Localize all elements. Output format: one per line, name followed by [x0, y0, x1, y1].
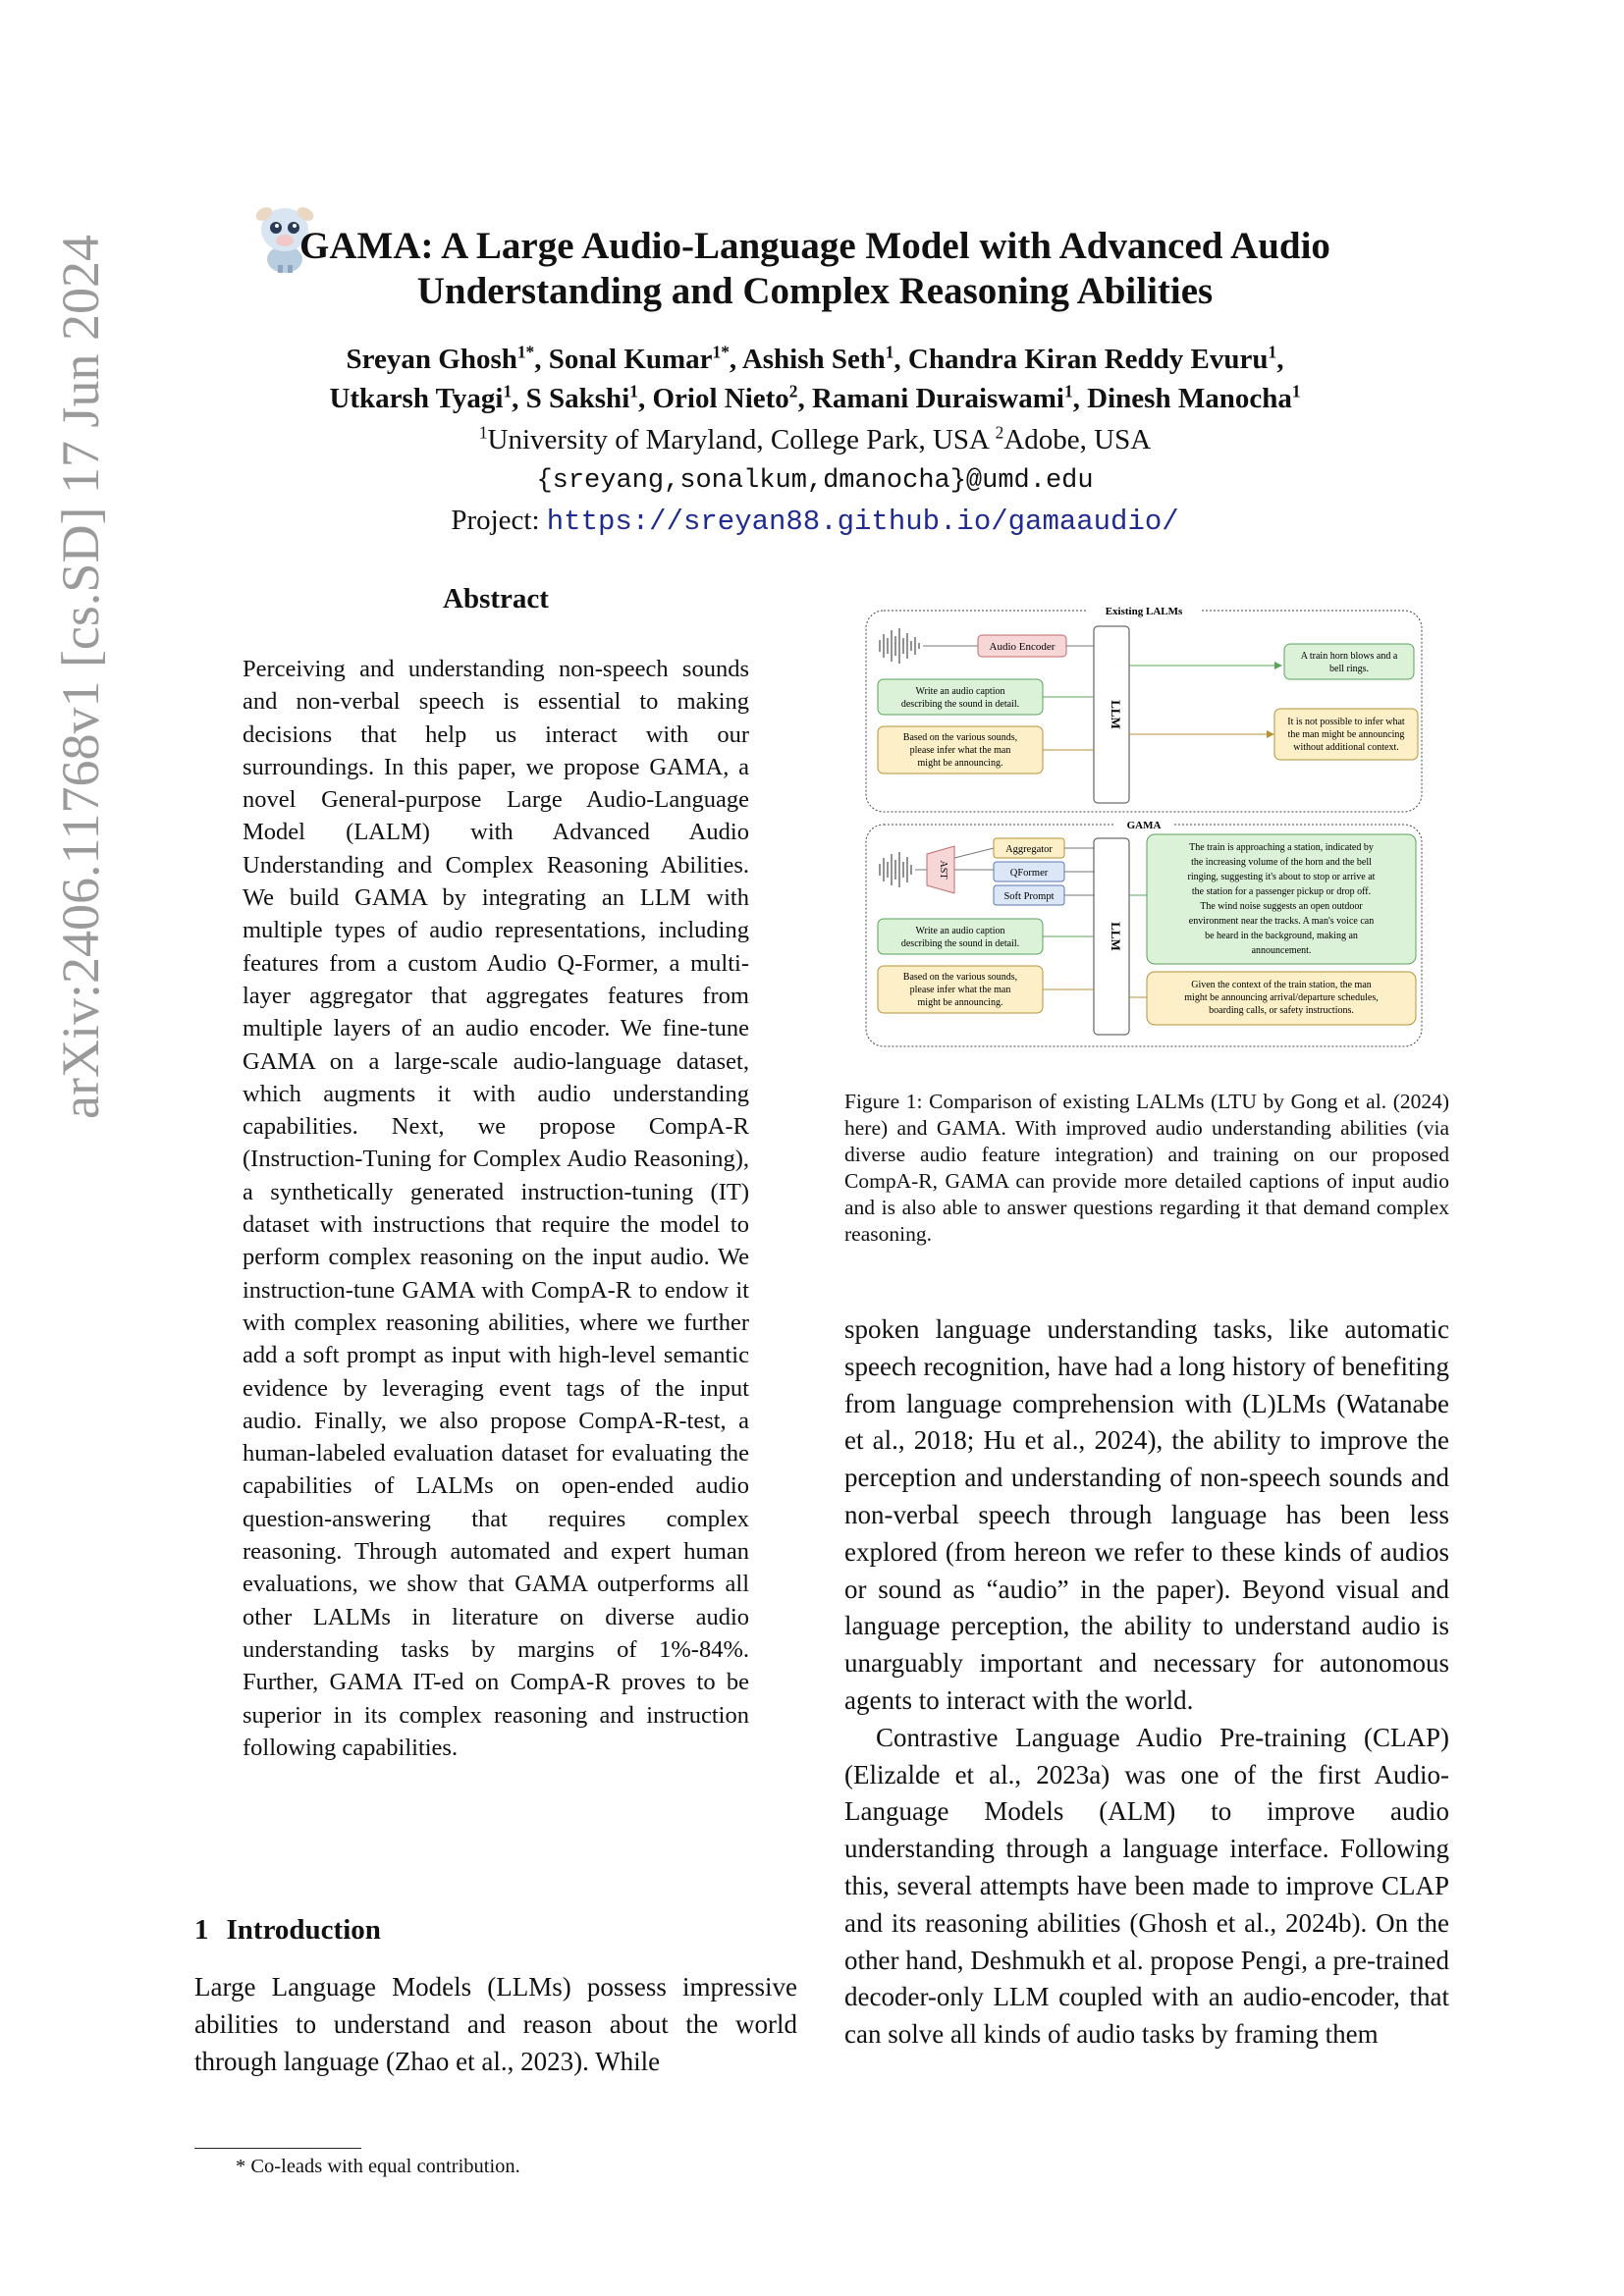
project-label: Project:	[451, 505, 547, 536]
author-name: Sreyan Ghosh	[346, 344, 517, 375]
author-affiliation-marker: 2	[788, 381, 798, 401]
output-text-line: ringing, suggesting it's about to stop or arrive at	[1187, 872, 1376, 882]
prompt-text: please infer what the man	[909, 985, 1011, 995]
author-emails: {sreyang,sonalkum,dmanocha}@umd.edu	[536, 466, 1094, 496]
output-text-line: might be announcing arrival/departure schedules,	[1184, 992, 1379, 1003]
author-affiliation-marker: 1	[1291, 381, 1301, 401]
intro-paragraph: Large Language Models (LLMs) possess impressive abilities to understand and reason about the world through language (Zhao et al., 2023). While	[194, 1972, 797, 2076]
figure-1-diagram	[862, 601, 1426, 1052]
author-name: Utkarsh Tyagi	[329, 383, 504, 414]
output-text-line: announcement.	[1251, 945, 1312, 956]
prompt-text: Write an audio caption	[915, 926, 1005, 936]
paper-title	[226, 224, 1404, 314]
prompt-text: describing the sound in detail.	[900, 699, 1020, 710]
author-separator: ,	[534, 344, 549, 375]
author-name: Chandra Kiran Reddy Evuru	[907, 344, 1269, 375]
affiliation-2-marker: 2	[995, 422, 1004, 443]
prompt-text: please infer what the man	[909, 745, 1011, 756]
right-column-text	[844, 1311, 1449, 2054]
affiliation-1: University of Maryland, College Park, USA	[487, 424, 996, 455]
author-affiliation-marker: 1*	[712, 342, 730, 362]
section-heading-introduction	[194, 1914, 381, 1947]
author-name: S Sakshi	[525, 383, 630, 414]
paragraph: spoken language understanding tasks, like automatic speech recognition, have had a long history of benefiting from language comprehension with (L)LMs (Watanabe et al., 2018; Hu et al., 2024), the ability to improve the perception and understanding of non-speech sounds and non-verbal speech through language has been less explored (from hereon we refer to these kinds of audios or sound as “audio” in the paper). Beyond visual and language perception, the ability to understand audio is unarguably important and necessary for autonomous agents to interact with the world.	[844, 1314, 1449, 1715]
paragraph: Contrastive Language Audio Pre-training (CLAP) (Elizalde et al., 2023a) was one of the first Audio-Language Models (ALM) to improve audio understanding through a language interface. Following this, several attempts have been made to improve CLAP and its reasoning abilities (Ghosh et al., 2024b). On the other hand, Deshmukh et al. propose Pengi, a pre-trained decoder-only LLM coupled with an audio-encoder, that can solve all kinds of audio tasks by framing them	[844, 1722, 1449, 2050]
gama-label: GAMA	[1126, 820, 1162, 831]
section-title: Introduction	[226, 1914, 381, 1946]
author-affiliation-marker: 1	[1063, 381, 1073, 401]
affiliations	[226, 420, 1404, 459]
abstract-heading: Abstract	[443, 583, 549, 614]
qformer-label: QFormer	[1009, 868, 1049, 879]
author-separator: ,	[637, 383, 653, 414]
output-text: bell rings.	[1329, 664, 1369, 674]
prompt-text: describing the sound in detail.	[900, 938, 1020, 949]
output-text-line: the station for a passenger pickup or drop off.	[1191, 886, 1372, 897]
affiliation-1-marker: 1	[478, 422, 488, 443]
author-separator: ,	[893, 344, 908, 375]
abstract-text: Perceiving and understanding non-speech sounds and non-verbal speech is essential to making decisions that help us interact with our surroundings. In this paper, we propose GAMA, a novel General-purpose Large Audio-Language Model (LALM) with Advanced Audio Understanding and Complex Reasoning Abilities. We build GAMA by integrating an LLM with multiple types of audio representations, including features from a custom Audio Q-Former, a multi-layer aggregator that aggregates features from multiple layers of an audio encoder. We fine-tune GAMA on a large-scale audio-language dataset, which augments it with audio understanding capabilities. Next, we propose CompA-R (Instruction-Tuning for Complex Audio Reasoning), a synthetically generated instruction-tuning (IT) dataset with instructions that require the model to perform complex reasoning on the input audio. We instruction-tune GAMA with CompA-R to endow it with complex reasoning abilities, where we further add a soft prompt as input with high-level semantic evidence by leveraging event tags of the input audio. Finally, we also propose CompA-R-test, a human-labeled evaluation dataset for evaluating the capabilities of LALMs on open-ended audio question-answering that requires complex reasoning. Through automated and expert human evaluations, we show that GAMA outperforms all other LALMs in literature on diverse audio understanding tasks by margins of 1%-84%. Further, GAMA IT-ed on CompA-R proves to be superior in its complex reasoning and instruction following capabilities.	[243, 656, 749, 1761]
audio-encoder-label: Audio Encoder	[989, 641, 1056, 653]
gama-llm-label: LLM	[1109, 922, 1123, 951]
prompt-text: Based on the various sounds,	[902, 732, 1018, 743]
prompt-text: Write an audio caption	[915, 686, 1005, 697]
prompt-text: might be announcing.	[917, 758, 1003, 769]
ast-label: AST	[938, 860, 948, 880]
output-text-line: environment near the tracks. A man's voice can	[1188, 916, 1375, 927]
gama-reason-output-text	[1184, 980, 1378, 1016]
footnote: * Co-leads with equal contribution.	[236, 2156, 520, 2177]
existing-llm-label: LLM	[1109, 700, 1123, 729]
author-affiliation-marker: 1	[1268, 342, 1277, 362]
author-list	[226, 340, 1404, 418]
waveform-icon-1	[880, 628, 919, 664]
caption-text: Comparison of existing LALMs (LTU by Gong et al. (2024) here) and GAMA. With improved audio understanding abilities (via diverse audio feature integration) and training on our proposed CompA-R, GAMA can provide more detailed captions of input audio and is also able to answer questions regarding it that demand complex reasoning.	[844, 1090, 1450, 1246]
author-name: Ramani Duraiswami	[811, 383, 1064, 414]
title-line-2: Understanding and Complex Reasoning Abilities	[416, 270, 1214, 312]
author-name: Oriol Nieto	[652, 383, 789, 414]
output-text-line: the increasing volume of the horn and the bell	[1191, 857, 1372, 868]
output-text-line: The wind noise suggests an open outdoor	[1200, 901, 1363, 912]
author-line-2	[226, 379, 1404, 418]
author-separator: ,	[1276, 344, 1284, 375]
author-line-1	[226, 340, 1404, 379]
author-affiliation-marker: 1*	[516, 342, 535, 362]
caption-prefix: Figure 1:	[844, 1090, 923, 1113]
output-text: the man might be announcing	[1287, 729, 1405, 740]
footnote-divider	[194, 2148, 361, 2149]
arxiv-side-stamp: arXiv:2406.11768v1 [cs.SD] 17 Jun 2024	[51, 235, 110, 1119]
author-name: Sonal Kumar	[548, 344, 713, 375]
author-separator: ,	[1072, 383, 1088, 414]
author-affiliation-marker: 1	[503, 381, 513, 401]
output-text-line: be heard in the background, making an	[1205, 931, 1358, 941]
figure-1-caption	[844, 1089, 1449, 1248]
waveform-icon-2	[880, 852, 911, 887]
author-name: Dinesh Manocha	[1087, 383, 1292, 414]
author-name: Ashish Seth	[741, 344, 886, 375]
author-separator: ,	[797, 383, 812, 414]
author-affiliation-marker: 1	[629, 381, 638, 401]
author-separator: ,	[512, 383, 526, 414]
affiliation-2: Adobe, USA	[1003, 424, 1152, 455]
output-text-line: Given the context of the train station, the man	[1191, 980, 1372, 990]
prompt-text: Based on the various sounds,	[902, 972, 1018, 983]
section-number: 1	[194, 1914, 209, 1946]
title-line-1: GAMA: A Large Audio-Language Model with Advanced Audio	[299, 225, 1330, 267]
output-text: A train horn blows and a	[1300, 651, 1398, 662]
output-text-line: boarding calls, or safety instructions.	[1209, 1005, 1354, 1016]
aggregator-label: Aggregator	[1005, 844, 1053, 855]
output-text-line: The train is approaching a station, indicated by	[1189, 842, 1374, 853]
soft-prompt-label: Soft Prompt	[1003, 891, 1055, 902]
output-text: It is not possible to infer what	[1287, 717, 1405, 727]
output-text: without additional context.	[1293, 742, 1399, 753]
project-line	[226, 501, 1404, 542]
author-affiliation-marker: 1	[885, 342, 894, 362]
prompt-text: might be announcing.	[917, 997, 1003, 1008]
project-link[interactable]: https://sreyan88.github.io/gamaaudio/	[546, 506, 1179, 538]
existing-lalms-label: Existing LALMs	[1105, 606, 1183, 617]
author-separator: ,	[729, 344, 742, 375]
